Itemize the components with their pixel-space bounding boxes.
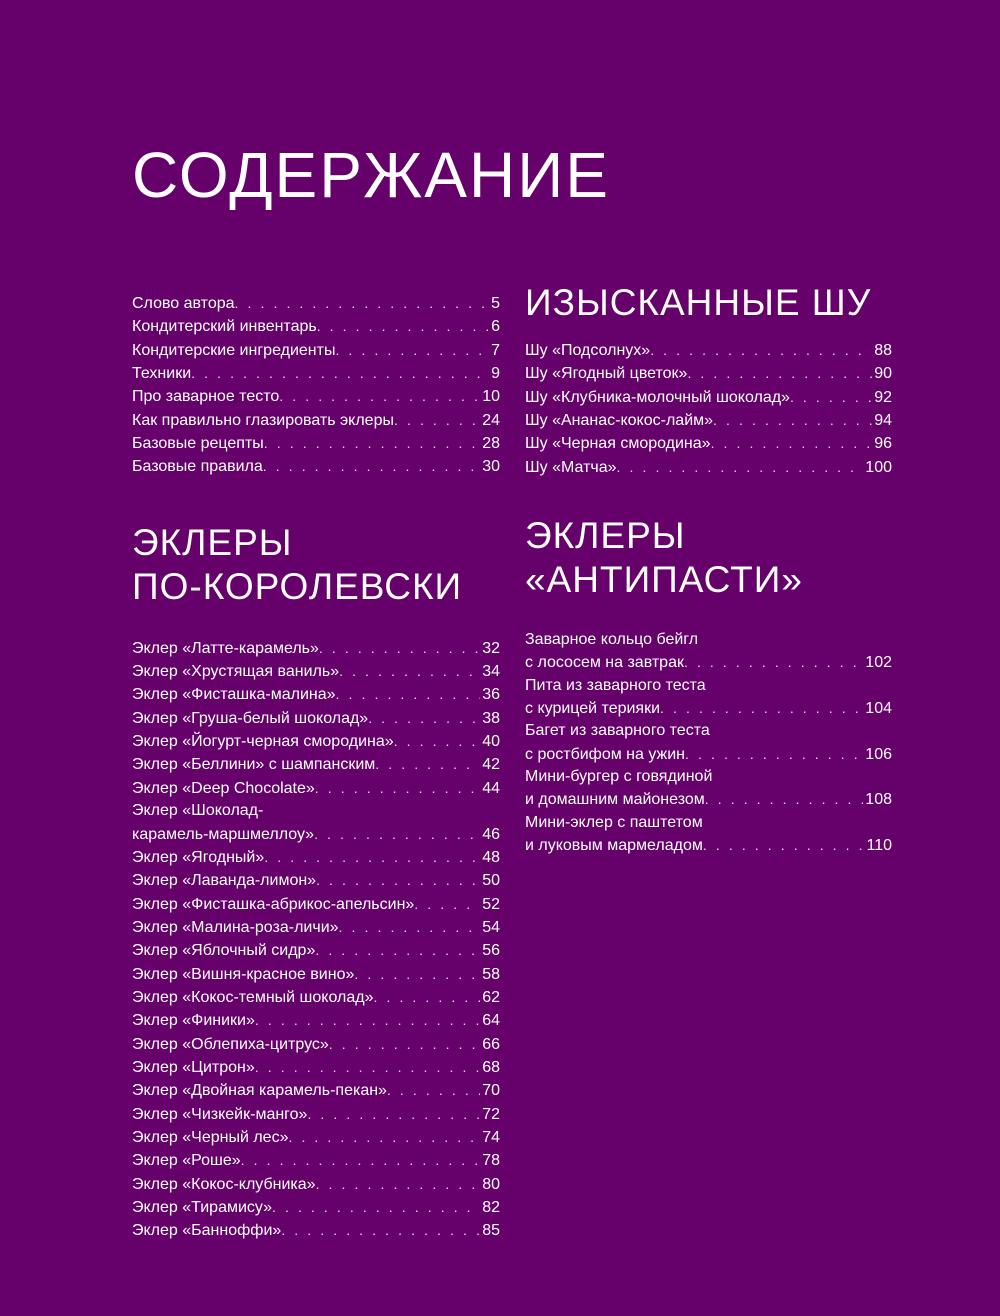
toc-entry-title: Эклер «Латте-карамель» — [132, 639, 319, 657]
toc-entry-title: Шу «Ананас-кокос-лайм» — [525, 412, 714, 430]
toc-entry — [132, 986, 500, 1009]
dot-leader — [255, 1009, 480, 1031]
toc-entry — [525, 456, 892, 479]
toc-entry-title: карамель-маршмеллоу» — [132, 825, 315, 843]
toc-entry — [525, 386, 892, 409]
toc-entry — [132, 660, 500, 683]
dot-leader — [354, 963, 480, 985]
toc-entry — [132, 1033, 500, 1056]
toc-entry — [132, 753, 500, 776]
toc-entry-title: Про заварное тесто — [132, 388, 280, 406]
dot-leader — [660, 697, 863, 719]
toc-entry — [132, 1149, 500, 1172]
dot-leader — [329, 1033, 480, 1055]
royal-eclairs-toc-list — [132, 637, 500, 1243]
toc-entry-title: Эклер «Облепиха-цитрус» — [132, 1035, 329, 1053]
toc-entry-title: Пита из заварного теста — [525, 676, 706, 694]
dot-leader — [339, 916, 481, 938]
toc-entry-title: Эклер «Роше» — [132, 1152, 241, 1170]
dot-leader — [335, 339, 489, 361]
toc-entry — [132, 916, 500, 939]
toc-entry — [132, 869, 500, 892]
toc-entry-title: Эклер «Ягодный» — [132, 848, 265, 866]
toc-entry-page-number: 62 — [482, 988, 500, 1006]
toc-entry-title: Кондитерский инвентарь — [132, 318, 317, 336]
dot-leader — [314, 823, 480, 845]
toc-entry-page-number: 64 — [482, 1012, 500, 1030]
dot-leader — [315, 939, 480, 961]
toc-entry — [525, 766, 892, 788]
toc-entry-page-number: 102 — [865, 654, 892, 672]
dot-leader — [255, 1056, 480, 1078]
section-title-exquisite-choux: ИЗЫСКАННЫЕ ШУ — [525, 282, 872, 323]
toc-entry — [132, 823, 500, 846]
right-column — [525, 281, 892, 858]
toc-entry — [525, 409, 892, 432]
toc-entry-title: Эклер «Кокос-темный шоколад» — [132, 988, 374, 1006]
toc-entry-title: Эклер «Лаванда-лимон» — [132, 872, 317, 890]
toc-entry-page-number: 56 — [482, 942, 500, 960]
toc-entry-page-number: 50 — [482, 872, 500, 890]
toc-entry — [525, 834, 892, 857]
toc-entry-title: Эклер «Хрустящая ваниль» — [132, 663, 340, 681]
dot-leader — [307, 1103, 480, 1125]
toc-entry-page-number: 72 — [482, 1105, 500, 1123]
toc-entry — [525, 362, 892, 385]
dot-leader — [394, 409, 480, 431]
toc-entry-title: Как правильно глазировать эклеры — [132, 411, 394, 429]
toc-entry — [132, 1079, 500, 1102]
toc-entry-page-number: 88 — [874, 342, 892, 359]
dot-leader — [288, 1126, 480, 1148]
toc-entry-page-number: 9 — [491, 365, 500, 383]
toc-entry-page-number: 30 — [482, 458, 500, 476]
toc-entry-page-number: 44 — [482, 779, 500, 797]
toc-entry-page-number: 38 — [482, 709, 500, 727]
dot-leader — [368, 707, 480, 729]
toc-entry — [132, 409, 500, 432]
dot-leader — [414, 893, 480, 915]
toc-entry-title: Эклер «Финики» — [132, 1012, 255, 1030]
toc-entry-title: Эклер «Двойная карамель-пекан» — [132, 1082, 387, 1100]
toc-entry — [132, 315, 500, 338]
toc-entry-page-number: 7 — [491, 341, 500, 359]
toc-entry — [132, 683, 500, 706]
dot-leader — [281, 1219, 480, 1241]
toc-entry — [132, 707, 500, 730]
dot-leader — [317, 315, 489, 337]
toc-entry-title: Мини-эклер с паштетом — [525, 813, 703, 831]
toc-entry-page-number: 85 — [482, 1222, 500, 1240]
toc-entry — [132, 339, 500, 362]
dot-leader — [703, 834, 865, 856]
toc-entry — [132, 1173, 500, 1196]
toc-entry-page-number: 104 — [865, 700, 892, 718]
toc-entry-title: Эклер «Фисташка-абрикос-апельсин» — [132, 895, 415, 913]
toc-entry-title: Эклер «Груша-белый шоколад» — [132, 709, 369, 727]
toc-entry-title: Шу «Ягодный цветок» — [525, 365, 688, 383]
toc-entry-page-number: 74 — [482, 1128, 500, 1146]
toc-entry — [132, 292, 500, 315]
toc-entry — [132, 1103, 500, 1126]
toc-entry-page-number: 32 — [482, 639, 500, 657]
toc-entry-page-number: 36 — [482, 686, 500, 704]
toc-entry-page-number: 6 — [491, 318, 500, 336]
toc-entry — [525, 743, 892, 766]
toc-entry — [132, 362, 500, 385]
toc-entry-title: Эклер «Шоколад- — [132, 802, 264, 820]
toc-entry-page-number: 70 — [482, 1082, 500, 1100]
toc-entry-title: с ростбифом на ужин — [525, 745, 686, 763]
dot-leader — [685, 743, 863, 765]
toc-entry-page-number: 46 — [482, 825, 500, 843]
left-column — [132, 292, 500, 1243]
toc-entry-page-number: 68 — [482, 1058, 500, 1076]
toc-entry — [132, 777, 500, 800]
toc-entry — [132, 432, 500, 455]
toc-entry-page-number: 78 — [482, 1152, 500, 1170]
toc-entry-page-number: 108 — [865, 791, 892, 809]
toc-entry-page-number: 34 — [482, 663, 500, 681]
toc-entry-page-number: 90 — [874, 365, 892, 383]
toc-entry — [525, 675, 892, 697]
toc-entry-title: Шу «Черная смородина» — [525, 435, 711, 453]
dot-leader — [264, 846, 480, 868]
toc-entry-title: Шу «Подсолнух» — [525, 342, 651, 359]
dot-leader — [272, 1196, 480, 1218]
toc-entry-title: Шу «Клубника-молочный шоколад» — [525, 388, 790, 406]
toc-entry-title: Эклер «Малина-роза-личи» — [132, 918, 339, 936]
dot-leader — [713, 409, 872, 431]
toc-entry-title: Заварное кольцо бейгл — [525, 631, 699, 649]
dot-leader — [394, 730, 481, 752]
section-title-royal-eclairs: ЭКЛЕРЫ ПО-КОРОЛЕВСКИ — [132, 521, 463, 607]
dot-leader — [336, 683, 481, 705]
dot-leader — [264, 432, 480, 454]
toc-entry-title: Эклер «Йогурт-черная смородина» — [132, 733, 394, 751]
dot-leader — [375, 753, 480, 775]
toc-entry — [132, 637, 500, 660]
dot-leader — [263, 455, 480, 477]
dot-leader — [617, 456, 864, 478]
toc-entry-title: Техники — [132, 365, 192, 383]
dot-leader — [387, 1079, 480, 1101]
toc-entry-page-number: 48 — [482, 848, 500, 866]
toc-entry-page-number: 42 — [482, 756, 500, 774]
toc-entry — [525, 812, 892, 834]
toc-entry-page-number: 80 — [482, 1175, 500, 1193]
toc-entry — [525, 697, 892, 720]
dot-leader — [235, 292, 490, 314]
dot-leader — [705, 788, 864, 810]
toc-entry-page-number: 66 — [482, 1035, 500, 1053]
toc-entry-page-number: 58 — [482, 965, 500, 983]
toc-entry — [132, 846, 500, 869]
toc-entry — [525, 788, 892, 811]
dot-leader — [241, 1149, 481, 1171]
toc-entry-title: с курицей терияки — [525, 700, 661, 718]
dot-leader — [191, 362, 489, 384]
toc-entry-title: Слово автора — [132, 295, 235, 312]
toc-entry-page-number: 92 — [874, 388, 892, 406]
dot-leader — [316, 1173, 481, 1195]
toc-entry-title: Эклер «Беллини» с шампанским — [132, 756, 376, 774]
dot-leader — [279, 385, 480, 407]
dot-leader — [790, 386, 872, 408]
toc-entry-title: Эклер «Deep Chocolate» — [132, 779, 315, 797]
toc-entry-title: с лососем на завтрак — [525, 654, 684, 672]
toc-entry — [132, 1126, 500, 1149]
toc-entry — [525, 651, 892, 674]
toc-entry-title: и луковым мармеладом — [525, 837, 703, 855]
toc-entry-page-number: 82 — [482, 1199, 500, 1216]
toc-entry-title: Эклер «Фисташка-малина» — [132, 686, 336, 704]
toc-entry — [525, 432, 892, 455]
toc-entry — [132, 1219, 500, 1242]
toc-entry-title: Эклер «Чизкейк-манго» — [132, 1105, 308, 1123]
toc-entry-title: Эклер «Цитрон» — [132, 1058, 255, 1076]
toc-entry-title: Шу «Матча» — [525, 458, 617, 476]
toc-entry-title: Багет из заварного теста — [525, 722, 710, 740]
toc-entry — [132, 455, 500, 478]
toc-entry — [132, 1009, 500, 1032]
toc-entry-page-number: 106 — [865, 745, 892, 763]
toc-entry — [132, 893, 500, 916]
section-title-antipasti-eclairs: ЭКЛЕРЫ «АНТИПАСТИ» — [525, 515, 803, 601]
dot-leader — [315, 777, 480, 799]
dot-leader — [711, 432, 873, 454]
dot-leader — [319, 637, 480, 659]
toc-entry — [525, 339, 892, 362]
toc-entry-page-number: 10 — [482, 388, 500, 406]
toc-entry-title: Эклер «Кокос-клубника» — [132, 1175, 316, 1193]
dot-leader — [684, 651, 863, 673]
toc-entry — [132, 1196, 500, 1219]
toc-entry-page-number: 28 — [482, 435, 500, 453]
intro-toc-list — [132, 292, 500, 479]
toc-entry-page-number: 96 — [874, 435, 892, 453]
toc-entry-page-number: 54 — [482, 918, 500, 936]
toc-entry — [525, 629, 892, 651]
antipasti-toc-list — [525, 629, 892, 857]
toc-entry-title: Эклер «Баннοффи» — [132, 1222, 282, 1240]
toc-entry-page-number: 40 — [482, 733, 500, 751]
toc-entry-title: Базовые рецепты — [132, 435, 264, 453]
page-title: СОДЕРЖАНИЕ — [132, 139, 610, 211]
toc-entry — [132, 963, 500, 986]
toc-entry-page-number: 94 — [874, 412, 892, 430]
toc-entry-title: Эклер «Вишня-красное вино» — [132, 965, 355, 983]
toc-entry-page-number: 110 — [866, 837, 892, 855]
toc-entry — [132, 939, 500, 962]
toc-entry — [132, 800, 500, 822]
dot-leader — [373, 986, 480, 1008]
dot-leader — [650, 339, 872, 361]
toc-entry-page-number: 52 — [482, 895, 500, 913]
toc-entry-page-number: 5 — [491, 295, 500, 312]
toc-entry-title: Эклер «Тирамису» — [132, 1199, 272, 1216]
toc-entry-title: Эклер «Черный лес» — [132, 1128, 289, 1146]
toc-entry-title: Базовые правила — [132, 458, 263, 476]
toc-entry-title: Кондитерские ингредиенты — [132, 341, 336, 359]
toc-entry-title: Мини-бургер с говядиной — [525, 768, 713, 786]
toc-entry — [132, 385, 500, 408]
toc-entry-page-number: 100 — [865, 458, 892, 476]
dot-leader — [339, 660, 480, 682]
dot-leader — [687, 362, 872, 384]
toc-entry-page-number: 24 — [482, 411, 500, 429]
choux-toc-list — [525, 339, 892, 479]
toc-entry-title: Эклер «Яблочный сидр» — [132, 942, 316, 960]
toc-entry — [525, 720, 892, 742]
toc-entry — [132, 1056, 500, 1079]
dot-leader — [316, 869, 480, 891]
toc-entry — [132, 730, 500, 753]
toc-entry-title: и домашним майонезом — [525, 791, 705, 809]
